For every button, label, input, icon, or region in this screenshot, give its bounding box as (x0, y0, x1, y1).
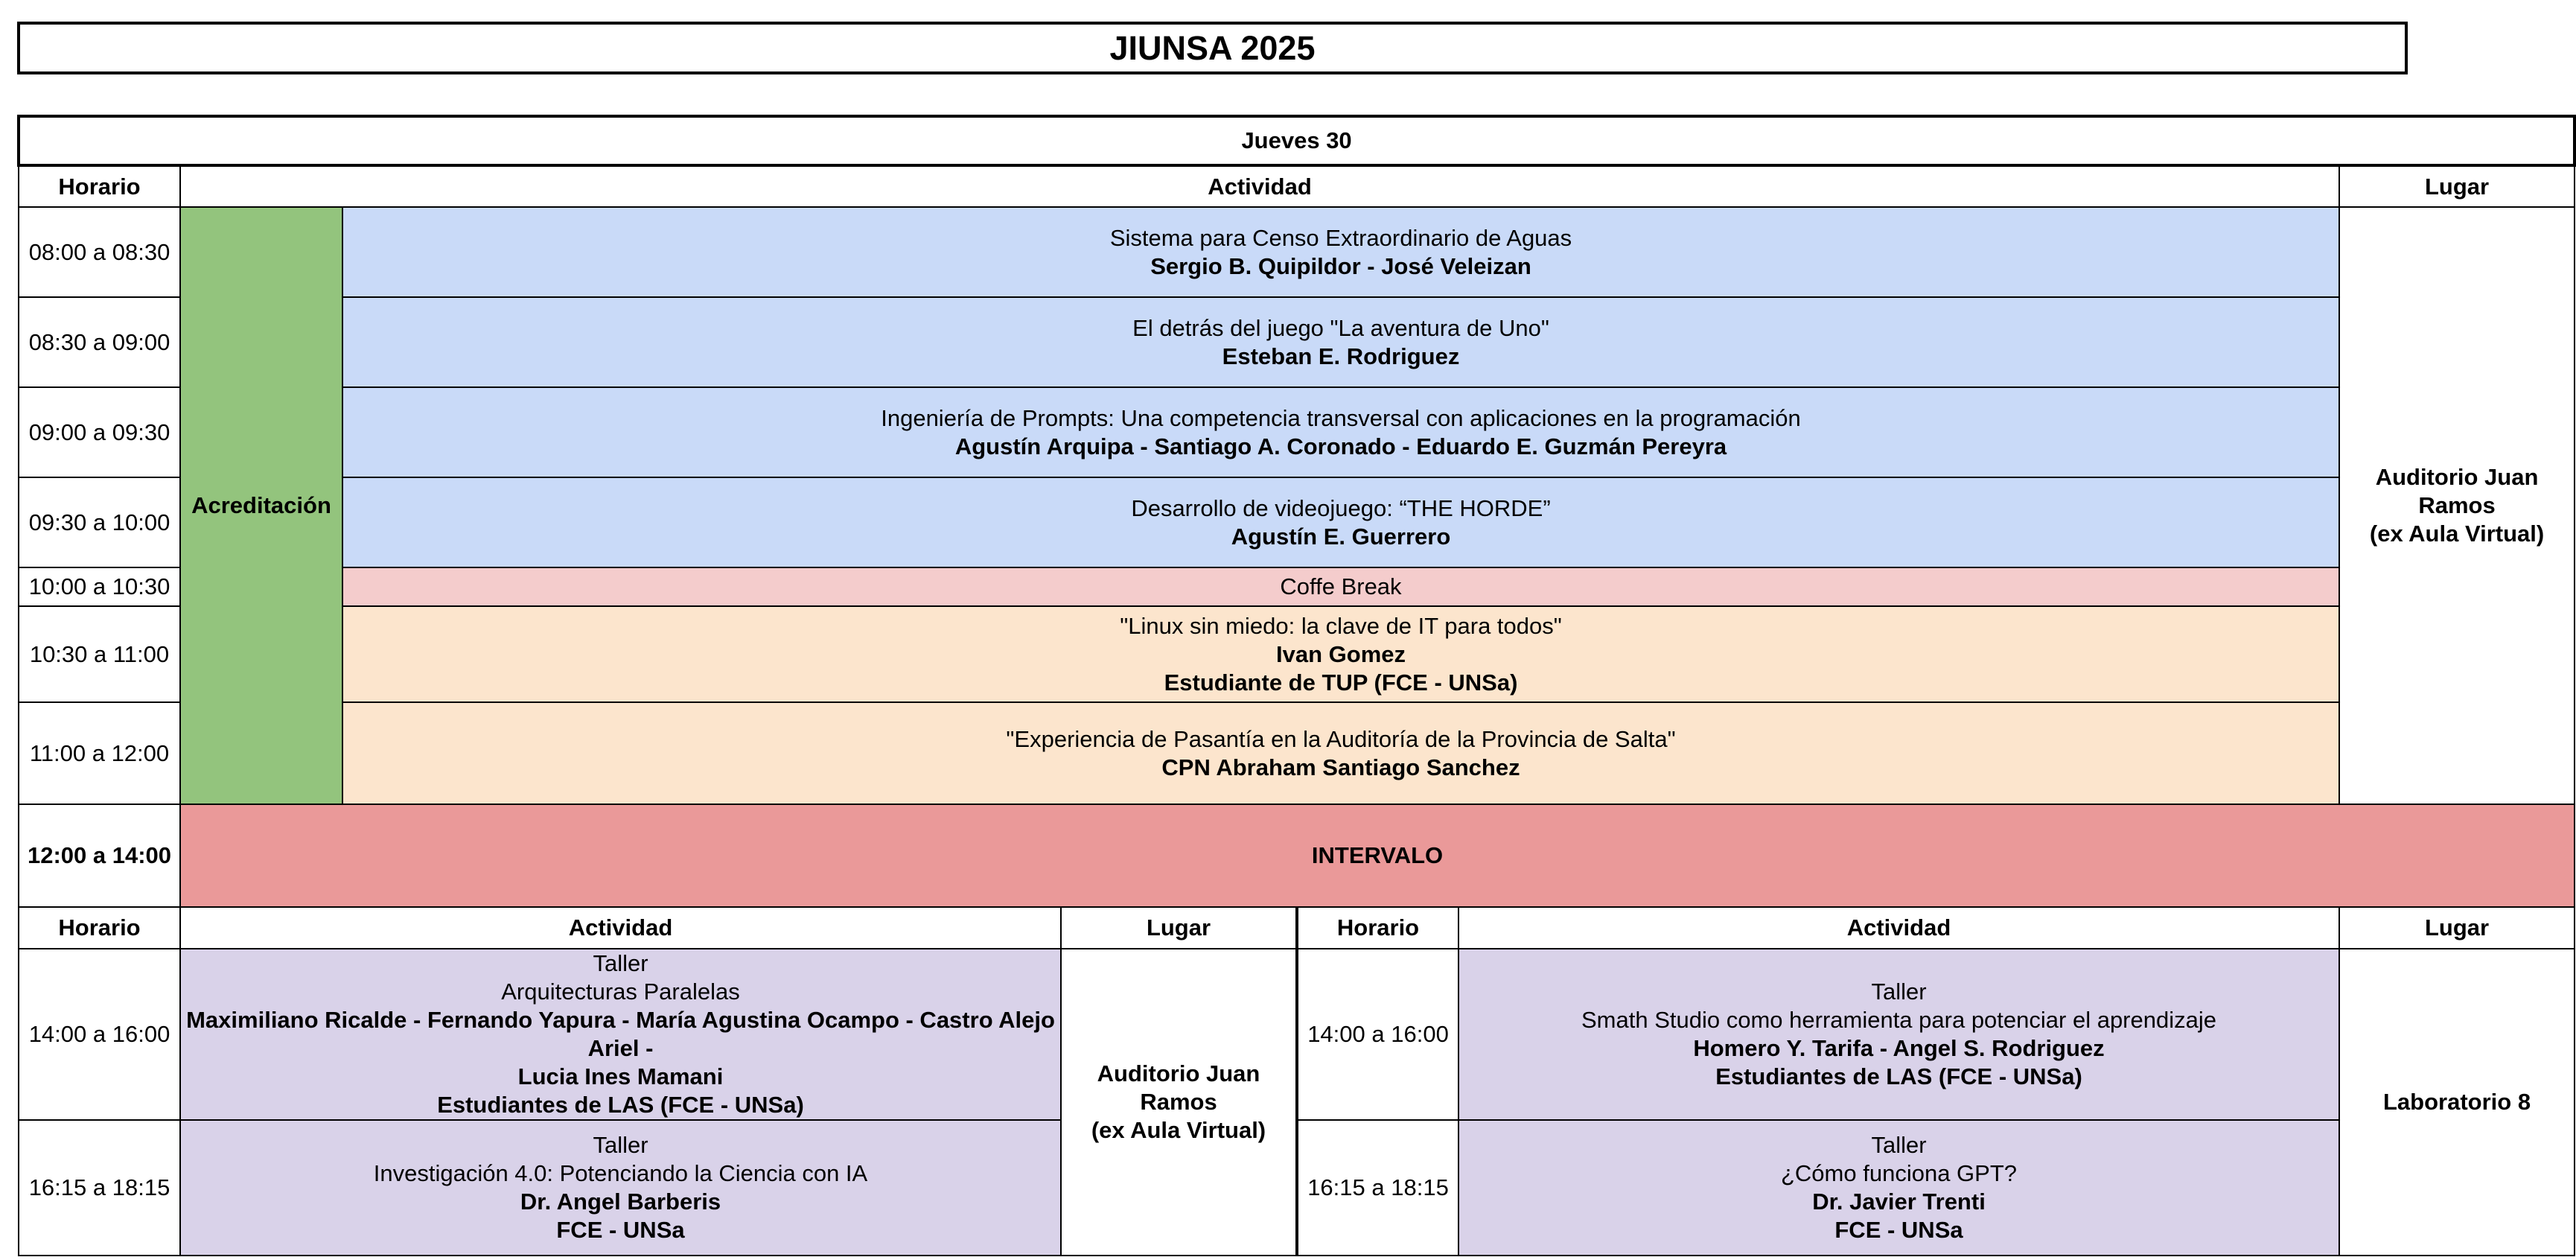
workshop-title: Arquitecturas Paralelas (501, 979, 740, 1005)
workshop-affiliation: FCE - UNSa (556, 1217, 685, 1243)
time-slot: 10:30 a 11:00 (19, 606, 180, 702)
talk-affiliation: Estudiante de TUP (FCE - UNSa) (1164, 669, 1518, 696)
talk-block (342, 207, 2339, 297)
talk-speakers: Esteban E. Rodriguez (1222, 343, 1460, 369)
time-slot: 14:00 a 16:00 (19, 949, 180, 1120)
workshop-speakers: Homero Y. Tarifa - Angel S. Rodriguez (1693, 1035, 2105, 1061)
time-slot: 11:00 a 12:00 (19, 702, 180, 804)
talk-speakers: Ivan Gomez (1276, 640, 1406, 667)
header-place: Lugar (2339, 165, 2575, 207)
time-slot: 08:00 a 08:30 (19, 207, 180, 297)
workshop-block (180, 949, 1061, 1120)
talk-block (342, 702, 2339, 804)
accreditation-block: Acreditación (180, 207, 342, 804)
place-note: (ex Aula Virtual) (2369, 521, 2545, 547)
header-activity: Actividad (180, 907, 1061, 949)
workshop-title: ¿Cómo funciona GPT? (1780, 1160, 2018, 1186)
header-activity: Actividad (180, 165, 2339, 207)
afternoon-right-place: Laboratorio 8 (2339, 949, 2575, 1256)
talk-title: Ingeniería de Prompts: Una competencia transversal con aplicaciones en la programación (881, 404, 1801, 431)
place-name: Auditorio Juan Ramos (2375, 464, 2539, 518)
workshop-kind: Taller (1871, 1132, 1927, 1158)
talk-title: "Experiencia de Pasantía en la Auditoría de la Provincia de Salta" (1006, 725, 1676, 752)
header-time: Horario (1297, 907, 1458, 949)
header-place: Lugar (1061, 907, 1297, 949)
place-name: Auditorio Juan Ramos (1097, 1060, 1260, 1115)
workshop-affiliation: Estudiantes de LAS (FCE - UNSa) (437, 1092, 804, 1118)
header-time: Horario (19, 165, 180, 207)
talk-title: El detrás del juego "La aventura de Uno" (1132, 314, 1549, 341)
workshop-title: Smath Studio como herramienta para potenciar el aprendizaje (1581, 1007, 2216, 1033)
interval-time: 12:00 a 14:00 (19, 804, 180, 907)
talk-speakers: CPN Abraham Santiago Sanchez (1161, 754, 1520, 780)
interval-block: INTERVALO (180, 804, 2575, 907)
workshop-block (180, 1120, 1061, 1256)
workshop-speakers: Dr. Javier Trenti (1812, 1189, 1986, 1215)
workshop-speakers: Lucia Ines Mamani (517, 1063, 724, 1089)
talk-speakers: Agustín E. Guerrero (1231, 523, 1451, 550)
workshop-title: Investigación 4.0: Potenciando la Ciencia con IA (373, 1160, 868, 1186)
time-slot: 16:15 a 18:15 (19, 1120, 180, 1256)
workshop-kind: Taller (593, 1132, 648, 1158)
talk-block (342, 387, 2339, 477)
morning-place (2339, 207, 2575, 804)
workshop-block (1458, 949, 2339, 1120)
afternoon-left-place (1061, 949, 1297, 1256)
time-slot: 09:30 a 10:00 (19, 477, 180, 567)
talk-speakers: Sergio B. Quipildor - José Veleizan (1150, 252, 1531, 279)
talk-block (342, 606, 2339, 702)
workshop-affiliation: Estudiantes de LAS (FCE - UNSa) (1715, 1063, 2082, 1089)
workshop-kind: Taller (593, 950, 648, 976)
header-activity: Actividad (1458, 907, 2339, 949)
talk-title: Sistema para Censo Extraordinario de Aguas (1109, 224, 1572, 251)
workshop-speakers: Maximiliano Ricalde - Fernando Yapura - María Agustina Ocampo - Castro Alejo Ariel - (186, 1007, 1055, 1061)
workshop-affiliation: FCE - UNSa (1834, 1217, 1963, 1243)
header-place: Lugar (2339, 907, 2575, 949)
coffee-break: Coffe Break (342, 567, 2339, 606)
talk-block (342, 297, 2339, 387)
time-slot: 14:00 a 16:00 (1297, 949, 1458, 1120)
day-title: Jueves 30 (19, 116, 2575, 165)
time-slot: 09:00 a 09:30 (19, 387, 180, 477)
talk-block (342, 477, 2339, 567)
schedule-table (17, 115, 2576, 1256)
workshop-block (1458, 1120, 2339, 1256)
time-slot: 08:30 a 09:00 (19, 297, 180, 387)
time-slot: 10:00 a 10:30 (19, 567, 180, 606)
time-slot: 16:15 a 18:15 (1297, 1120, 1458, 1256)
talk-title: "Linux sin miedo: la clave de IT para todos" (1120, 612, 1562, 639)
header-time: Horario (19, 907, 180, 949)
workshop-speakers: Dr. Angel Barberis (520, 1189, 721, 1215)
place-note: (ex Aula Virtual) (1091, 1117, 1266, 1143)
page-title: JIUNSA 2025 (17, 22, 2408, 74)
talk-speakers: Agustín Arquipa - Santiago A. Coronado - Eduardo E. Guzmán Pereyra (954, 433, 1727, 459)
talk-title: Desarrollo de videojuego: “THE HORDE” (1131, 494, 1551, 521)
workshop-kind: Taller (1871, 979, 1927, 1005)
